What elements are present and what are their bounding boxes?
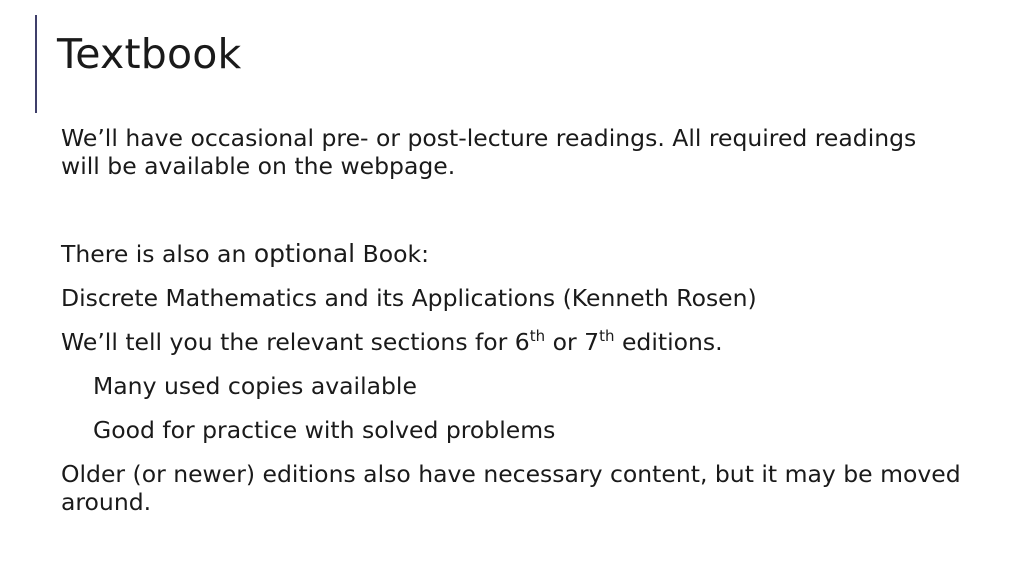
slide-body <box>61 124 961 516</box>
optional-book-line <box>61 240 961 268</box>
editions-line <box>61 328 961 356</box>
sub-bullet-practice: Good for practice with solved problems <box>93 416 556 444</box>
older-editions-paragraph: Older (or newer) editions also have necessary content, but it may be moved around. <box>61 460 961 516</box>
optional-emphasis: optional <box>253 239 356 268</box>
optional-line-prefix: There is also an <box>61 240 254 268</box>
edition-ordinal-6: th <box>529 327 546 345</box>
intro-paragraph: We’ll have occasional pre- or post-lecture readings. All required readings will be available on the webpage. <box>61 124 917 180</box>
book-title-line: Discrete Mathematics and its Applications (Kenneth Rosen) <box>61 284 757 312</box>
slide-title: Textbook <box>57 30 242 78</box>
edition-ordinal-7: th <box>599 327 615 345</box>
editions-text-3: editions. <box>614 328 723 356</box>
editions-text-1: We’ll tell you the relevant sections for 6 <box>61 328 530 356</box>
title-accent-bar <box>35 15 37 113</box>
sub-bullet-used-copies: Many used copies available <box>93 372 417 400</box>
editions-text-2: or 7 <box>545 328 600 356</box>
optional-line-suffix: Book: <box>355 240 430 268</box>
